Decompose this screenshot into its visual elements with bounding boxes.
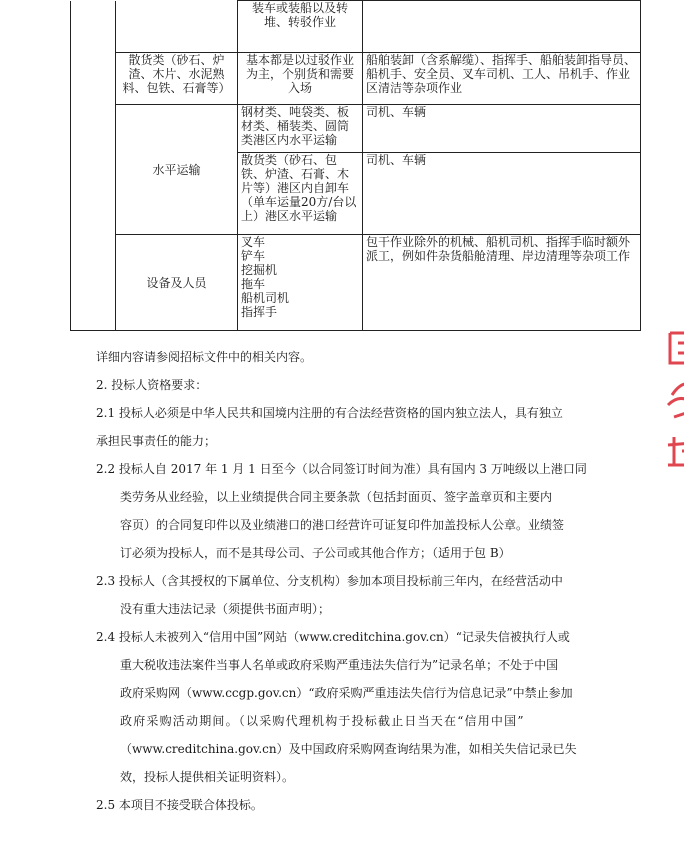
table-cell-category: 水平运输: [116, 105, 238, 235]
paragraph-line: 2.1 投标人必须是中华人民共和国境内注册的有合法经营资格的国内独立法人，具有独立: [96, 406, 563, 420]
table-cell: 装车或装船以及转堆、转驳作业: [238, 1, 363, 53]
paragraph-line: 重大税收违法案件当事人名单或政府采购严重违法失信行为”记录名单；不处于中国: [120, 658, 559, 672]
paragraph-line: 容页）的合同复印件以及业绩港口的港口经营许可证复印件加盖投标人公章。业绩签: [120, 518, 565, 532]
list-item: 铲车: [241, 249, 266, 263]
paragraph: 详细内容请参阅招标文件中的相关内容。: [96, 350, 313, 364]
list-item: 指挥手: [241, 305, 278, 319]
paragraph-line: （www.creditchina.gov.cn）及中国政府采购网查询结果为准，如相关失信记录已失: [120, 742, 577, 756]
table-cell: 散货类（砂石、包铁、炉渣、石膏、木片等）港区内自卸车（单车运量20方/台以上）港区水平运输: [238, 153, 363, 235]
list-item: 拖车: [241, 277, 266, 291]
table-row: [71, 235, 641, 331]
table-cell: 包干作业除外的机械、船机司机、指挥手临时额外派工，例如件杂货船舱清理、岸边清理等杂项工作: [363, 235, 641, 331]
table-cell: 司机、车辆: [363, 153, 641, 235]
paragraph-line: 政府采购网（www.ccgp.gov.cn）“政府采购严重违法失信行为信息记录”中禁止参加: [120, 686, 573, 700]
paragraph-line: 类劳务从业经验，以上业绩提供合同主要条款（包括封面页、签字盖章页和主要内: [120, 490, 553, 504]
table-cell: [363, 1, 641, 53]
paragraph-line: 承担民事责任的能力；: [96, 434, 217, 448]
table-cell: 船舶装卸（含系解缆）、指挥手、船舶装卸指导员、船机手、安全员、叉车司机、工人、吊机手、作业区清洁等杂项作业: [363, 53, 641, 105]
list-item: 挖掘机: [241, 263, 278, 277]
table-cell: 散货类（砂石、炉渣、木片、水泥熟料、包铁、石膏等）: [116, 53, 238, 105]
table-cell-empty: [116, 1, 238, 53]
table-row: [71, 105, 641, 153]
paragraph-line: 效，投标人提供相关证明资料）。: [120, 770, 295, 784]
section-heading: 2. 投标人资格要求：: [96, 378, 208, 392]
equipment-list: [238, 235, 363, 331]
table-cell: 司机、车辆: [363, 105, 641, 153]
paragraph: 2.5 本项目不接受联合体投标。: [96, 798, 263, 812]
paragraph-line: 2.4 投标人未被列入“信用中国”网站（www.creditchina.gov.cn）“记录失信被执行人或: [96, 630, 570, 644]
table-row: [71, 1, 641, 53]
document-body: [96, 343, 591, 819]
paragraph-line: 订必须为投标人，而不是其母公司、子公司或其他合作方；（适用于包 B）: [120, 546, 511, 560]
table-row: [71, 53, 641, 105]
table-cell: 钢材类、吨袋类、板材类、桶装类、圆筒类港区内水平运输: [238, 105, 363, 153]
table-cell-empty: [71, 1, 116, 331]
paragraph-line: 2.2 投标人自 2017 年 1 月 1 日至今（以合同签订时间为准）具有国内 3 万吨级以上港口同: [96, 462, 587, 476]
seal-stamp-icon: [652, 325, 684, 475]
list-item: 船机司机: [241, 291, 290, 305]
paragraph-line: 没有重大违法记录（须提供书面声明）；: [120, 602, 331, 616]
list-item: 叉车: [241, 235, 266, 249]
paragraph-line: 政府采购活动期间。（以采购代理机构于投标截止日当天在“信用中国”: [120, 714, 525, 728]
table-cell-category: 设备及人员: [116, 235, 238, 331]
service-table: [70, 0, 641, 331]
paragraph-line: 2.3 投标人（含其授权的下属单位、分支机构）参加本项目投标前三年内，在经营活动中: [96, 574, 563, 588]
table-cell: 基本都是以过驳作业为主，个别货和需要入场: [238, 53, 363, 105]
